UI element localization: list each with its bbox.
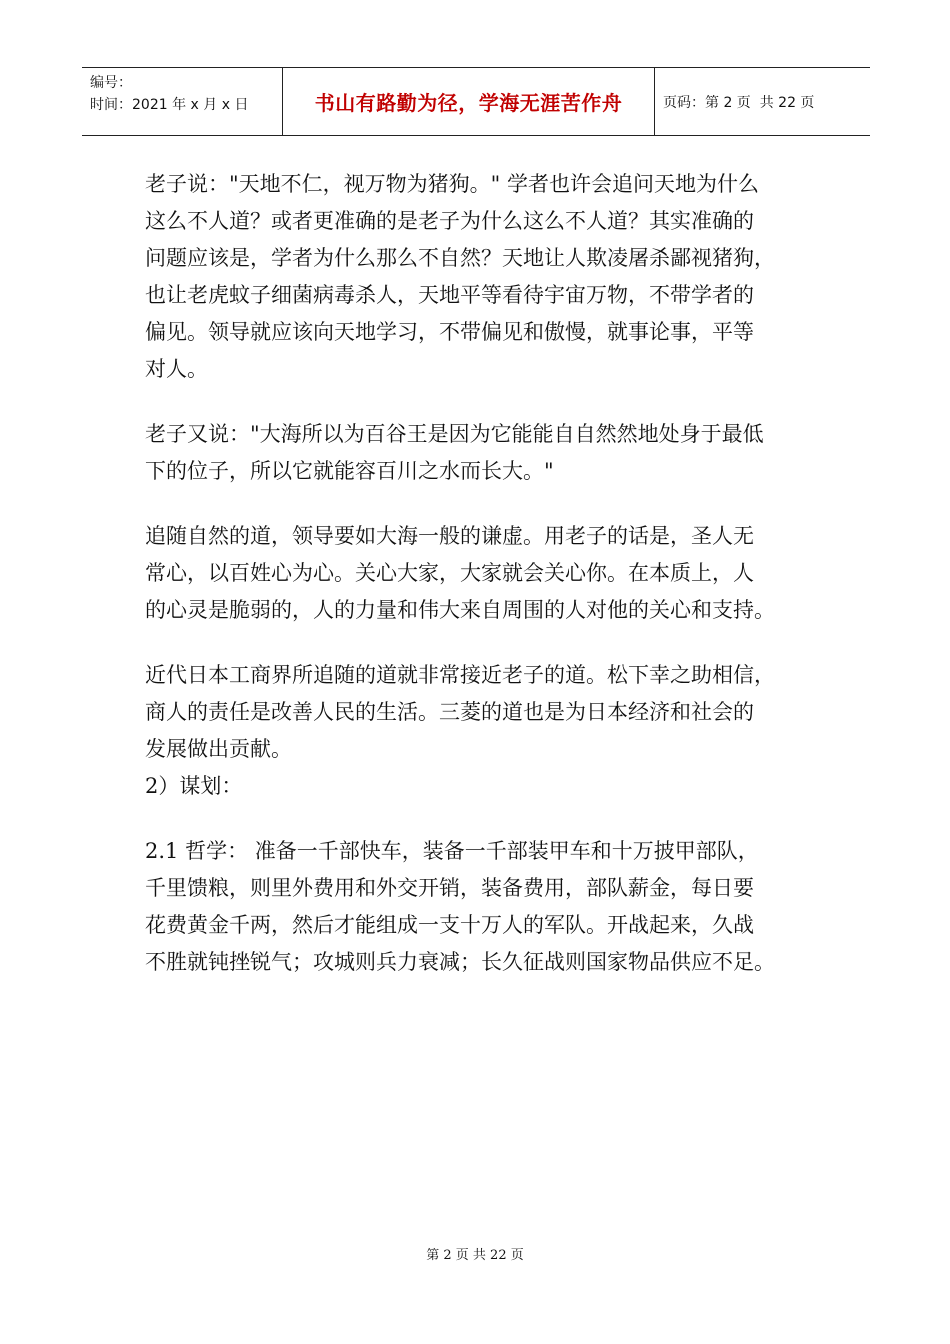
paragraph-line: 这么不人道？或者更准确的是老子为什么这么不人道？其实准确的 bbox=[145, 209, 754, 233]
paragraph-line: 老子说："天地不仁，视万物为猪狗。" 学者也许会追问天地为什么 bbox=[145, 172, 759, 196]
paragraph-5 bbox=[145, 833, 835, 981]
paragraph-3 bbox=[145, 518, 835, 629]
paragraph-line: 花费黄金千两，然后才能组成一支十万人的军队。开战起来，久战 bbox=[145, 913, 754, 937]
paragraph-line: 发展做出贡献。 bbox=[145, 737, 292, 761]
header-meta bbox=[82, 68, 282, 135]
paragraph-4 bbox=[145, 657, 835, 805]
paragraph-line: 老子又说："大海所以为百谷王是因为它能能自自然然地处身于最低 bbox=[145, 422, 764, 446]
paragraph-line: 2.1 哲学： 准备一千部快车，装备一千部装甲车和十万披甲部队， bbox=[145, 839, 759, 863]
paragraph-line: 也让老虎蚊子细菌病毒杀人，天地平等看待宇宙万物，不带学者的 bbox=[145, 283, 754, 307]
page-footer bbox=[0, 1244, 950, 1263]
paragraph-line: 对人。 bbox=[145, 357, 208, 381]
paragraph-line: 常心，以百姓心为心。关心大家，大家就会关心你。在本质上，人 bbox=[145, 561, 754, 585]
paragraph-line: 偏见。领导就应该向天地学习，不带偏见和傲慢，就事论事，平等 bbox=[145, 320, 754, 344]
paragraph-line: 追随自然的道，领导要如大海一般的谦虚。用老子的话是，圣人无 bbox=[145, 524, 754, 548]
document-header bbox=[82, 67, 870, 136]
motto-text: 书山有路勤为径，学海无涯苦作舟 bbox=[314, 91, 623, 115]
paragraph-line: 不胜就钝挫锐气；攻城则兵力衰减；长久征战则国家物品供应不足。 bbox=[145, 950, 775, 974]
footer-page-number: 第 2 页 共 22 页 bbox=[426, 1248, 524, 1263]
page-info-text: 页码：第 2 页 共 22 页 bbox=[663, 94, 815, 111]
paragraph-line: 下的位子，所以它就能容百川之水而长大。" bbox=[145, 459, 554, 483]
time-label: 时间：2021 年 x 月 x 日 bbox=[90, 97, 249, 113]
paragraph-line: 的心灵是脆弱的，人的力量和伟大来自周围的人对他的关心和支持。 bbox=[145, 598, 775, 622]
paragraph-2 bbox=[145, 416, 835, 490]
paragraph-line: 商人的责任是改善人民的生活。三菱的道也是为日本经济和社会的 bbox=[145, 700, 754, 724]
paragraph-line: 千里馈粮，则里外费用和外交开销，装备费用，部队薪金，每日要 bbox=[145, 876, 754, 900]
number-label: 编号： bbox=[90, 75, 132, 91]
paragraph-1 bbox=[145, 166, 835, 388]
header-motto bbox=[282, 68, 655, 135]
paragraph-line: 近代日本工商界所追随的道就非常接近老子的道。松下幸之助相信， bbox=[145, 663, 775, 687]
document-body bbox=[145, 166, 835, 981]
section-heading: 2）谋划： bbox=[145, 774, 243, 798]
header-page-info bbox=[655, 68, 870, 135]
paragraph-line: 问题应该是，学者为什么那么不自然？天地让人欺凌屠杀鄙视猪狗， bbox=[145, 246, 775, 270]
